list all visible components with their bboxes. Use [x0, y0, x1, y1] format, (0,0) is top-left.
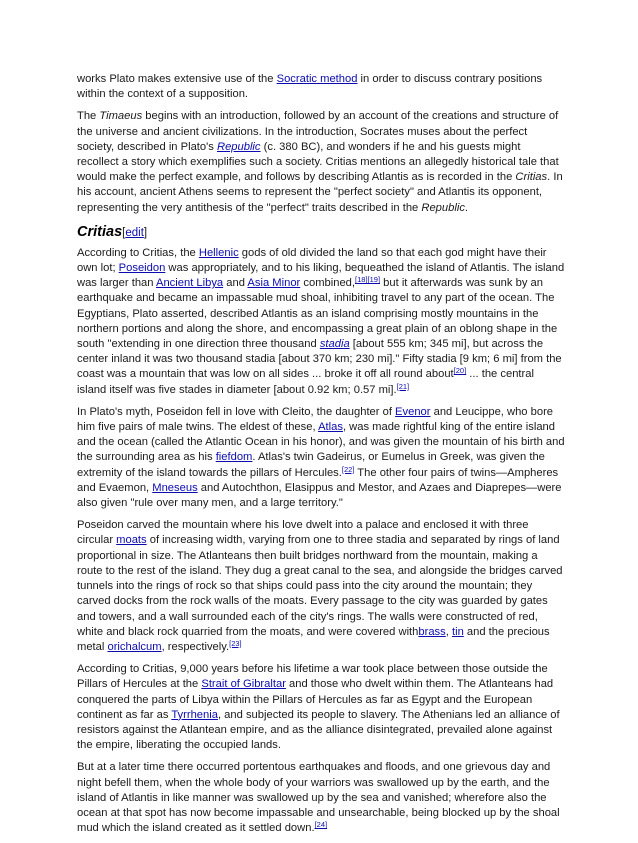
text: combined,: [300, 277, 356, 290]
text: in order to discuss contrary positions within the context of a supposition.: [77, 73, 543, 101]
text: According to Critias, 9,000 years before his lifetime a war took place between those outside the Pillars of Hercules at the: [77, 663, 548, 691]
link-atlas[interactable]: Atlas: [318, 421, 343, 434]
paragraph-timaeus: [77, 109, 565, 215]
text: gods of old divided the land so that each god might have their own lot;: [77, 246, 547, 275]
link-brass[interactable]: brass: [418, 625, 446, 638]
text: , and subjected its people to slavery. The Athenians led an alliance of resistors against the Atlantean empire, and as the alliance disintegrated, prevailed alone against the empire, liberating the occupied lands.: [77, 708, 560, 752]
link-republic[interactable]: Republic: [216, 140, 261, 153]
text: , was made rightful king of the entire island and the ocean (called the Atlantic Ocean in his honor), and was given the mountain of his birth and the surrounding area as his: [77, 421, 565, 464]
paragraph-earthquakes: [77, 760, 565, 836]
link-orichalcum[interactable]: orichalcum: [107, 640, 162, 653]
text: works Plato makes extensive use of the: [77, 73, 277, 85]
citation-20[interactable]: [20]: [453, 366, 467, 376]
link-tin[interactable]: tin: [451, 625, 464, 638]
paragraph-intro-continued: [77, 72, 565, 102]
document-page: [77, 72, 565, 843]
text: But at a later time there occurred portentous earthquakes and floods, and one grievous day and night befell them, when the whole body of your warriors was swallowed up by the earth, and the island of Atlantis in like manner was swallowed up by the sea and vanished; wherefore also the ocean at that spot has now become impassable and unsearchable, being blocked up by the shoal mud which the island created as it settled down.: [77, 761, 560, 835]
link-strait-of-gibraltar[interactable]: Strait of Gibraltar: [201, 678, 286, 691]
link-evenor[interactable]: Evenor: [395, 405, 431, 418]
citation-24[interactable]: [24]: [314, 820, 328, 830]
paragraph-palace-moats: [77, 518, 565, 655]
text: The other four pairs of twins—Ampheres and Evaemon,: [77, 466, 559, 494]
edit-link[interactable]: edit: [125, 226, 144, 239]
text: Poseidon carved the mountain where his love dwelt into a palace and enclosed it with three circular: [77, 519, 529, 547]
bracket-close: ]: [143, 226, 148, 239]
link-asia-minor[interactable]: Asia Minor: [247, 277, 301, 290]
citation-18-19[interactable]: [18][19]: [355, 275, 381, 285]
paragraph-gods-divided: [77, 246, 565, 398]
text: In Plato's myth, Poseidon fell in love with Cleito, the daughter of: [77, 405, 396, 418]
link-stadia[interactable]: stadia: [319, 338, 350, 351]
text: begins with an introduction, followed by an account of the creations and structure of the universe and ancient civilizations. In the introduction, Socrates muses about the perfect society, described in Plato's: [77, 110, 559, 153]
link-ancient-libya[interactable]: Ancient Libya: [155, 277, 224, 290]
section-heading-critias: [77, 223, 565, 243]
text: . In his account, ancient Athens seems to represent the "perfect society" and Atlantis its opponent, representing the very antithesis of the "perfect" traits described in the: [77, 171, 563, 214]
text: and the precious metal: [77, 625, 550, 653]
link-tyrrhenia[interactable]: Tyrrhenia: [171, 708, 218, 721]
text: (c. 380 BC), and wonders if he and his guests might recollect a story which exemplifies such a society. Critias mentions an allegedly historical tale that would make the perfect example, and follows by describing Atlantis as is recorded in the: [77, 140, 559, 184]
text: The: [77, 110, 100, 123]
citation-22[interactable]: [22]: [341, 464, 355, 474]
text: ... the central island itself was five stades in diameter [about 0.92 km; 0.57 mi].: [77, 368, 534, 396]
link-hellenic[interactable]: Hellenic: [198, 246, 239, 259]
text: ,: [445, 625, 452, 638]
text: According to Critias, the: [77, 246, 199, 259]
paragraph-war: [77, 662, 565, 753]
link-moats[interactable]: moats: [116, 534, 147, 547]
text: .: [464, 201, 469, 214]
text: , respectively.: [161, 640, 230, 653]
link-socratic-method[interactable]: Socratic method: [276, 73, 358, 85]
text: and Autochthon, Elasippus and Mestor, and Azaes and Diaprepes—were also given "rule over many men, and a large territory.": [77, 481, 562, 510]
emphasis-critias: Critias: [515, 171, 548, 184]
link-mneseus[interactable]: Mneseus: [152, 481, 198, 494]
text: and: [223, 277, 248, 290]
bracket-open: [: [122, 226, 126, 239]
text: . Atlas's twin Gadeirus, or Eumelus in Greek, was given the extremity of the island towards the pillars of Hercules.: [77, 451, 545, 479]
section-title: Critias: [77, 223, 123, 240]
paragraph-poseidon-cleito: [77, 405, 565, 511]
emphasis-timaeus: Timaeus: [99, 110, 143, 123]
text: of increasing width, varying from one to three stadia and separated by rings of land proportional in size. The Atlanteans then built bridges northward from the mountain, making a route to the rest of the island. They dug a great canal to the sea, and alongside the bridges carved tunnels into the rings of rock so that ships could pass into the city around the mountain; they carved docks from the rock walls of the moats. Every passage to the city was guarded by gates and towers, and a wall surrounded each of the city's rings. The walls were constructed of red, white and black rock quarried from the moats, and were covered with: [77, 534, 563, 638]
text: and Leucippe, who bore him five pairs of male twins. The eldest of these,: [77, 405, 554, 434]
text: but it afterwards was sunk by an earthquake and became an impassable mud shoal, inhibiting travel to any part of the ocean. The Egyptians, Plato asserted, described Atlantis as an island comprising mostly mountains in the northern portions and along the shore, and encompassing a great plain of an oblong shape in the south "extending in one direction three thousand: [77, 277, 558, 351]
text: [about 555 km; 345 mi], but across the center inland it was two thousand stadia [about 370 km; 230 mi]." Fifty stadia [9 km; 6 mi] from the coast was a mountain that was low on all sides ... broke it off all round about: [77, 338, 562, 381]
emphasis-republic: Republic: [421, 201, 465, 214]
text: and those who dwelt within them. The Atlanteans had conquered the parts of Libya within the Pillars of Hercules as far as Egypt and the European continent as far as: [77, 678, 554, 721]
citation-23[interactable]: [23]: [229, 638, 242, 648]
link-poseidon[interactable]: Poseidon: [118, 262, 166, 275]
text: was appropriately, and to his liking, bequeathed the island of Atlantis. The island was larger than: [77, 262, 565, 290]
link-fiefdom[interactable]: fiefdom: [215, 451, 253, 464]
citation-21[interactable]: [21]: [396, 381, 410, 391]
